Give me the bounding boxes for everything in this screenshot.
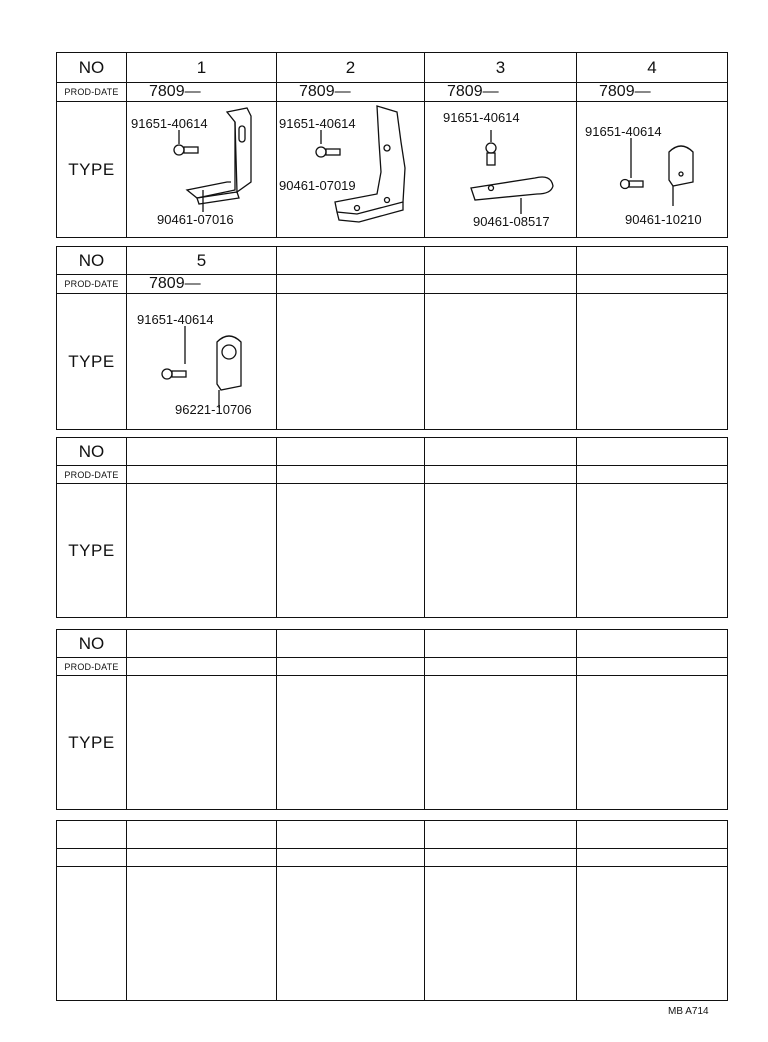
col-prod-date: 7809— <box>127 275 277 294</box>
col-no <box>127 821 277 849</box>
col-no: 4 <box>577 53 728 83</box>
type-cell <box>577 102 728 238</box>
type-cell <box>425 867 577 1001</box>
parts-table-4 <box>56 629 728 810</box>
type-cell <box>577 484 728 618</box>
type-cell <box>577 676 728 810</box>
no-label: NO <box>57 438 127 466</box>
bracket-part-number: 90461-07016 <box>157 212 234 227</box>
no-label: NO <box>57 247 127 275</box>
type-cell <box>277 867 425 1001</box>
col-prod-date <box>577 658 728 676</box>
type-cell <box>127 484 277 618</box>
col-prod-date <box>425 658 577 676</box>
bolt-part-number: 91651-40614 <box>131 116 208 131</box>
no-label: NO <box>57 630 127 658</box>
col-prod-date: 7809— <box>425 83 577 102</box>
col-prod-date <box>577 466 728 484</box>
type-label: TYPE <box>57 294 127 430</box>
col-no: 5 <box>127 247 277 275</box>
type-cell <box>277 102 425 238</box>
prod-date-label: PROD-DATE <box>57 83 127 102</box>
type-cell <box>127 676 277 810</box>
parts-table-2 <box>56 246 728 430</box>
clamp-part-number: 96221-10706 <box>175 402 252 417</box>
type-cell <box>127 867 277 1001</box>
clamp-part-number: 90461-08517 <box>473 214 550 229</box>
type-label: TYPE <box>57 484 127 618</box>
prod-date-label-blank <box>57 849 127 867</box>
clamp-part-number: 90461-10210 <box>625 212 702 227</box>
type-cell <box>127 294 277 430</box>
col-no: 2 <box>277 53 425 83</box>
col-prod-date: 7809— <box>127 83 277 102</box>
col-prod-date: 7809— <box>277 83 425 102</box>
type-cell <box>577 294 728 430</box>
col-prod-date <box>127 849 277 867</box>
col-no: 1 <box>127 53 277 83</box>
type-cell <box>277 294 425 430</box>
parts-table-3 <box>56 437 728 618</box>
col-prod-date: 7809— <box>577 83 728 102</box>
bolt-part-number: 91651-40614 <box>443 110 520 125</box>
type-cell <box>277 484 425 618</box>
col-no <box>577 630 728 658</box>
col-no <box>127 630 277 658</box>
col-prod-date <box>127 466 277 484</box>
page-code: MB A714 <box>668 1006 709 1017</box>
col-no <box>277 630 425 658</box>
no-label: NO <box>57 53 127 83</box>
col-prod-date <box>277 849 425 867</box>
bolt-part-number: 91651-40614 <box>137 312 214 327</box>
col-prod-date <box>277 275 425 294</box>
col-prod-date <box>425 849 577 867</box>
col-no <box>425 438 577 466</box>
type-cell <box>425 676 577 810</box>
bracket-part-number: 90461-07019 <box>279 178 356 193</box>
col-no <box>425 247 577 275</box>
col-no: 3 <box>425 53 577 83</box>
type-label: TYPE <box>57 102 127 238</box>
col-prod-date <box>425 466 577 484</box>
type-cell <box>425 102 577 238</box>
prod-date-label: PROD-DATE <box>57 466 127 484</box>
col-no <box>127 438 277 466</box>
no-label-blank <box>57 821 127 849</box>
prod-date-label: PROD-DATE <box>57 275 127 294</box>
bolt-part-number: 91651-40614 <box>279 116 356 131</box>
col-no <box>277 438 425 466</box>
col-prod-date <box>425 275 577 294</box>
col-no <box>277 821 425 849</box>
type-cell <box>425 484 577 618</box>
col-no <box>425 630 577 658</box>
type-label-blank <box>57 867 127 1001</box>
type-cell <box>577 867 728 1001</box>
col-prod-date <box>277 466 425 484</box>
col-no <box>577 438 728 466</box>
type-label: TYPE <box>57 676 127 810</box>
col-no <box>277 247 425 275</box>
col-prod-date <box>577 849 728 867</box>
type-cell <box>127 102 277 238</box>
prod-date-label: PROD-DATE <box>57 658 127 676</box>
col-prod-date <box>127 658 277 676</box>
type-cell <box>277 676 425 810</box>
type-cell <box>425 294 577 430</box>
col-no <box>425 821 577 849</box>
parts-table-5 <box>56 820 728 1001</box>
bolt-part-number: 91651-40614 <box>585 124 662 139</box>
col-prod-date <box>277 658 425 676</box>
col-no <box>577 247 728 275</box>
col-no <box>577 821 728 849</box>
col-prod-date <box>577 275 728 294</box>
parts-table-1 <box>56 52 728 238</box>
